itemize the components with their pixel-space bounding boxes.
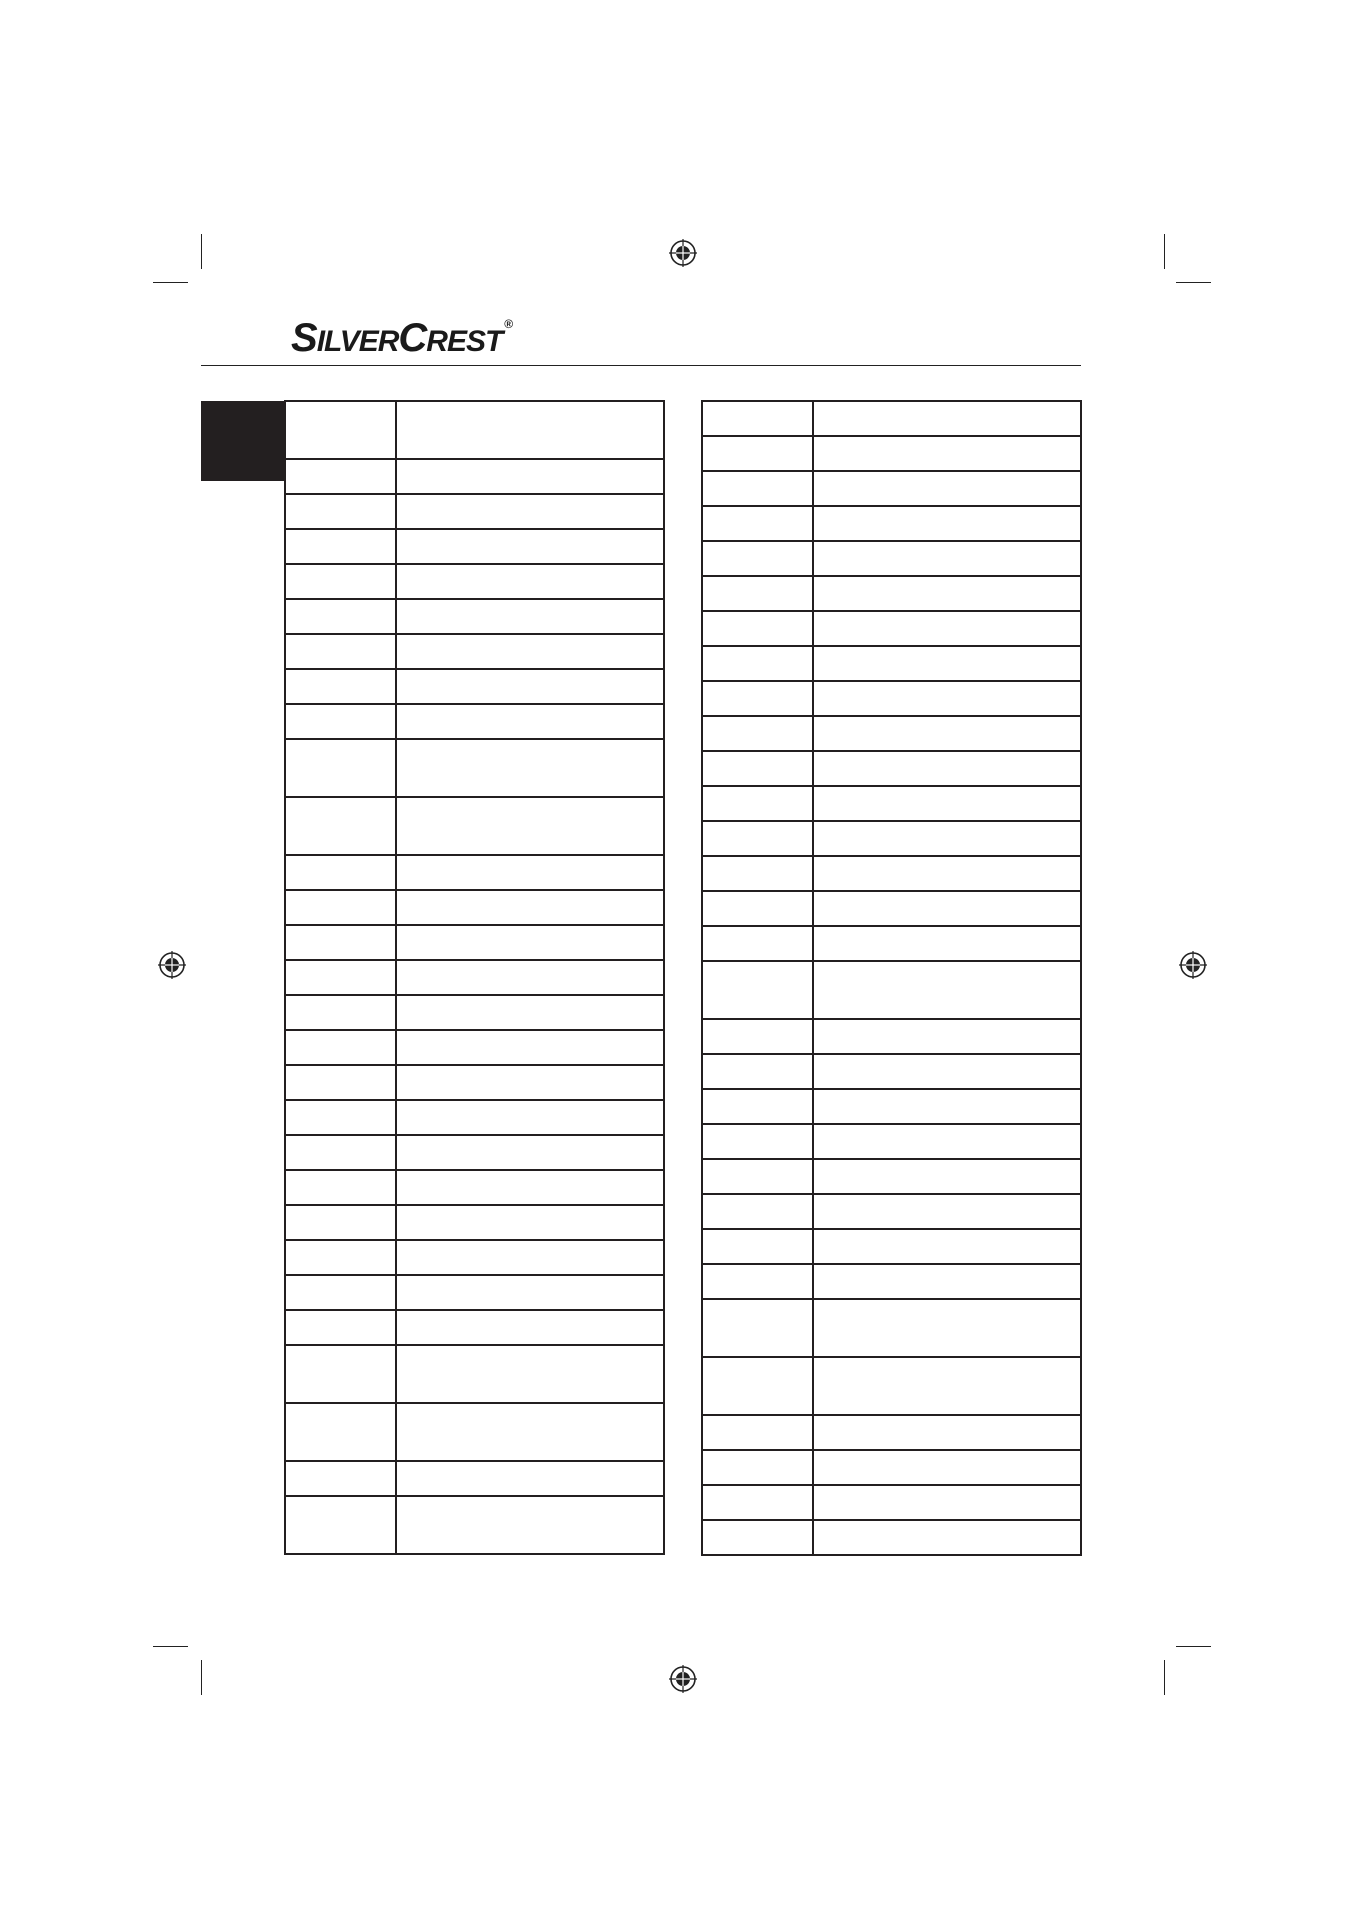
table-row [702, 1264, 1081, 1299]
crop-mark-top-left-horizontal [153, 282, 188, 283]
table-row [702, 1520, 1081, 1555]
table-cell-key [285, 960, 396, 995]
table-row [702, 506, 1081, 541]
table-row [285, 401, 664, 459]
table-cell-value [396, 1345, 664, 1403]
table-cell-key [285, 494, 396, 529]
table-cell-value [396, 960, 664, 995]
table-cell-key [285, 634, 396, 669]
table-row [702, 541, 1081, 576]
table-row [285, 1065, 664, 1100]
table-cell-key [285, 1205, 396, 1240]
table-row [285, 1205, 664, 1240]
table-cell-value [813, 436, 1081, 471]
registration-mark-icon-left [157, 950, 187, 980]
table-cell-value [813, 1019, 1081, 1054]
registration-mark-icon-top [668, 238, 698, 268]
table-cell-key [702, 961, 813, 1019]
table-row [702, 926, 1081, 961]
table-cell-value [813, 1299, 1081, 1357]
table-cell-key [702, 541, 813, 576]
table-cell-value [813, 1357, 1081, 1415]
table-cell-key [702, 646, 813, 681]
table-cell-key [702, 821, 813, 856]
table-cell-value [813, 1520, 1081, 1555]
table-cell-value [813, 961, 1081, 1019]
table-cell-key [285, 401, 396, 459]
table-row [285, 1275, 664, 1310]
table-cell-key [285, 1275, 396, 1310]
table-cell-key [285, 1345, 396, 1403]
table-cell-key [285, 599, 396, 634]
table-row [285, 634, 664, 669]
table-row [702, 1229, 1081, 1264]
table-cell-key [702, 856, 813, 891]
table-cell-value [813, 646, 1081, 681]
table-cell-key [285, 1135, 396, 1170]
table-row [702, 576, 1081, 611]
table-cell-value [813, 681, 1081, 716]
table-cell-key [702, 1485, 813, 1520]
table-row [285, 1403, 664, 1461]
table-cell-value [396, 634, 664, 669]
table-row [702, 1159, 1081, 1194]
table-cell-value [813, 1089, 1081, 1124]
table-cell-key [285, 1403, 396, 1461]
table-row [285, 890, 664, 925]
table-cell-value [396, 1030, 664, 1065]
table-cell-key [702, 401, 813, 436]
table-row [285, 1461, 664, 1496]
table-cell-key [702, 1229, 813, 1264]
table-cell-value [396, 925, 664, 960]
table-row [702, 401, 1081, 436]
table-cell-key [702, 891, 813, 926]
table-row [285, 1030, 664, 1065]
table-cell-value [813, 576, 1081, 611]
table-row [285, 704, 664, 739]
table-cell-value [396, 1275, 664, 1310]
table-cell-value [396, 995, 664, 1030]
table-cell-key [702, 611, 813, 646]
table-cell-value [813, 1450, 1081, 1485]
header-divider [201, 365, 1081, 366]
table-cell-value [396, 1065, 664, 1100]
table-cell-value [396, 1310, 664, 1345]
table-cell-value [396, 1240, 664, 1275]
table-row [285, 599, 664, 634]
table-cell-key [285, 739, 396, 797]
table-cell-value [813, 1415, 1081, 1450]
table-cell-key [285, 995, 396, 1030]
table-row [702, 821, 1081, 856]
table-cell-value [396, 459, 664, 494]
table-left [284, 400, 665, 1555]
table-right-body [702, 401, 1081, 1555]
logo-letter-s: S [291, 316, 317, 360]
table-cell-key [702, 786, 813, 821]
table-cell-key [285, 459, 396, 494]
silvercrest-logo [291, 318, 513, 358]
table-cell-key [285, 1310, 396, 1345]
table-cell-key [702, 1124, 813, 1159]
table-row [285, 459, 664, 494]
table-cell-key [285, 1065, 396, 1100]
table-row [702, 856, 1081, 891]
table-cell-value [396, 704, 664, 739]
table-row [285, 1496, 664, 1554]
table-cell-value [396, 890, 664, 925]
table-row [702, 471, 1081, 506]
table-row [285, 925, 664, 960]
table-cell-key [702, 1520, 813, 1555]
crop-mark-top-left-vertical [201, 234, 202, 269]
table-cell-value [396, 494, 664, 529]
table-cell-value [813, 506, 1081, 541]
table-cell-value [813, 1485, 1081, 1520]
table-cell-value [813, 1229, 1081, 1264]
table-row [702, 436, 1081, 471]
table-cell-key [702, 576, 813, 611]
table-cell-key [285, 925, 396, 960]
table-cell-key [702, 681, 813, 716]
table-row [702, 681, 1081, 716]
table-row [285, 739, 664, 797]
table-cell-key [702, 716, 813, 751]
table-row [702, 1054, 1081, 1089]
table-cell-value [396, 1496, 664, 1554]
table-cell-key [285, 1461, 396, 1496]
table-cell-value [813, 716, 1081, 751]
table-row [702, 961, 1081, 1019]
table-cell-key [702, 1089, 813, 1124]
table-row [285, 797, 664, 855]
table-cell-key [285, 855, 396, 890]
table-cell-key [702, 1019, 813, 1054]
table-cell-value [813, 1054, 1081, 1089]
crop-mark-top-right-horizontal [1176, 282, 1211, 283]
table-cell-key [702, 1159, 813, 1194]
table-cell-key [702, 1450, 813, 1485]
registration-mark-icon-bottom [668, 1664, 698, 1694]
table-cell-value [813, 541, 1081, 576]
table-cell-key [702, 506, 813, 541]
table-cell-value [396, 855, 664, 890]
table-row [702, 1415, 1081, 1450]
crop-mark-bottom-right-vertical [1164, 1660, 1165, 1695]
language-tab-marker [201, 401, 285, 481]
table-cell-value [813, 1264, 1081, 1299]
table-cell-value [813, 611, 1081, 646]
table-cell-value [396, 1403, 664, 1461]
table-cell-key [702, 471, 813, 506]
table-row [702, 716, 1081, 751]
table-row [285, 1240, 664, 1275]
table-row [285, 564, 664, 599]
table-cell-value [396, 669, 664, 704]
logo-text-rest: REST [426, 325, 503, 358]
logo-letter-c: C [398, 316, 427, 360]
table-cell-value [813, 821, 1081, 856]
table-row [702, 1450, 1081, 1485]
table-row [702, 891, 1081, 926]
table-cell-key [285, 1030, 396, 1065]
table-right [701, 400, 1082, 1556]
table-cell-key [702, 751, 813, 786]
table-row [285, 1100, 664, 1135]
registration-mark-icon-right [1178, 950, 1208, 980]
table-cell-value [396, 1170, 664, 1205]
table-row [285, 1170, 664, 1205]
table-row [285, 995, 664, 1030]
table-cell-value [813, 401, 1081, 436]
table-row [702, 1485, 1081, 1520]
table-cell-key [702, 1054, 813, 1089]
table-cell-value [396, 599, 664, 634]
table-row [702, 786, 1081, 821]
table-cell-value [396, 1135, 664, 1170]
table-cell-value [396, 1461, 664, 1496]
table-cell-key [285, 1496, 396, 1554]
table-row [702, 1194, 1081, 1229]
crop-mark-bottom-left-vertical [201, 1660, 202, 1695]
table-cell-key [285, 704, 396, 739]
table-cell-value [813, 1124, 1081, 1159]
table-row [702, 1124, 1081, 1159]
table-cell-key [285, 564, 396, 599]
logo-text-ilver: ILVER [316, 325, 399, 358]
table-row [285, 1135, 664, 1170]
table-row [285, 855, 664, 890]
table-cell-key [702, 926, 813, 961]
table-row [702, 1089, 1081, 1124]
table-cell-key [702, 1357, 813, 1415]
table-row [285, 494, 664, 529]
table-cell-value [813, 856, 1081, 891]
table-cell-key [285, 1170, 396, 1205]
crop-mark-top-right-vertical [1164, 234, 1165, 269]
table-row [285, 960, 664, 995]
table-cell-value [813, 926, 1081, 961]
table-cell-key [702, 1415, 813, 1450]
table-cell-key [285, 1240, 396, 1275]
table-cell-key [285, 890, 396, 925]
table-row [285, 529, 664, 564]
table-row [702, 646, 1081, 681]
table-cell-value [396, 1205, 664, 1240]
table-cell-value [813, 891, 1081, 926]
table-row [702, 611, 1081, 646]
table-cell-key [285, 1100, 396, 1135]
table-cell-key [285, 669, 396, 704]
table-row [285, 1345, 664, 1403]
registered-trademark: ® [504, 317, 514, 331]
table-cell-value [396, 529, 664, 564]
table-cell-value [396, 739, 664, 797]
table-row [285, 669, 664, 704]
table-cell-value [813, 1159, 1081, 1194]
table-cell-value [813, 751, 1081, 786]
table-cell-value [396, 564, 664, 599]
table-cell-key [702, 436, 813, 471]
table-cell-key [702, 1194, 813, 1229]
table-row [702, 1357, 1081, 1415]
table-cell-value [813, 786, 1081, 821]
table-row [702, 1299, 1081, 1357]
crop-mark-bottom-right-horizontal [1176, 1646, 1211, 1647]
table-row [285, 1310, 664, 1345]
table-cell-key [285, 797, 396, 855]
table-cell-key [702, 1299, 813, 1357]
table-cell-value [396, 401, 664, 459]
table-cell-value [396, 1100, 664, 1135]
table-cell-value [396, 797, 664, 855]
table-row [702, 1019, 1081, 1054]
table-cell-key [702, 1264, 813, 1299]
table-cell-value [813, 471, 1081, 506]
table-left-body [285, 401, 664, 1554]
table-cell-key [285, 529, 396, 564]
crop-mark-bottom-left-horizontal [153, 1646, 188, 1647]
table-row [702, 751, 1081, 786]
table-cell-value [813, 1194, 1081, 1229]
